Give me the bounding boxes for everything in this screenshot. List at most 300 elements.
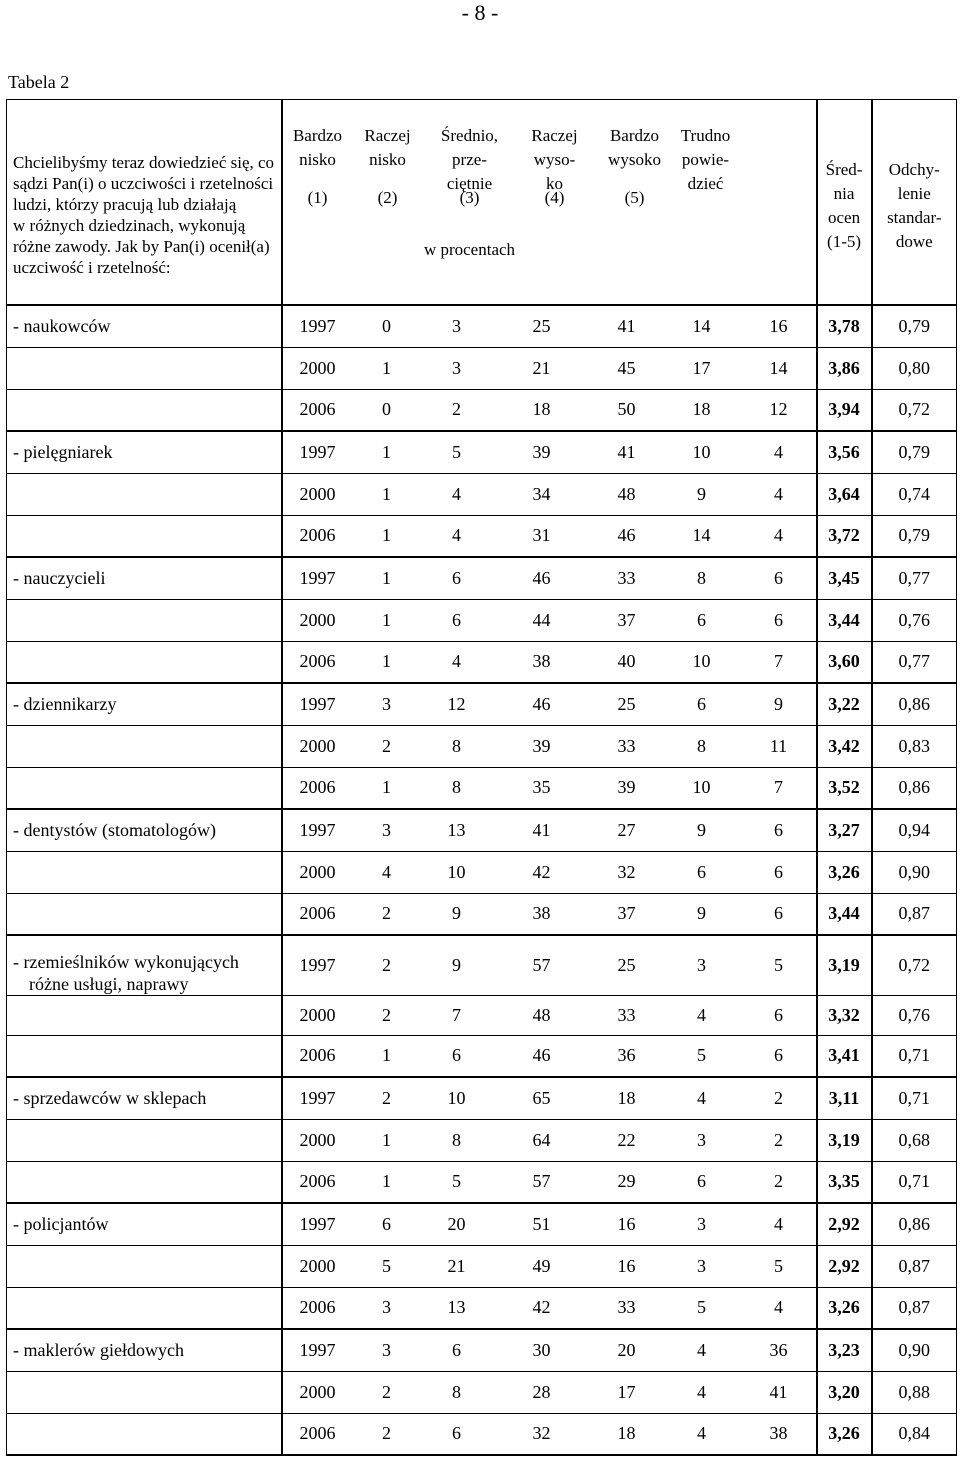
sd-header-line: lenie (897, 184, 931, 203)
percent-cell: 32 (592, 851, 662, 893)
table-row (7, 1203, 957, 1245)
sd-cell: 0,71 (872, 1161, 957, 1203)
mean-cell: 3,26 (817, 1287, 872, 1329)
percent-cell: 9 (422, 935, 492, 995)
answer-label-line: Bardzo (609, 126, 660, 145)
question-line: Chcielibyśmy teraz dowiedzieć się, co (13, 153, 275, 172)
mean-cell: 3,23 (817, 1329, 872, 1371)
table-row (7, 389, 957, 431)
category-label: - sprzedawców w sklepach (13, 1088, 207, 1109)
sd-cell: 0,87 (872, 1245, 957, 1287)
year-cell: 2000 (282, 995, 352, 1035)
percent-cell: 5 (662, 1035, 742, 1077)
category-label: - naukowców (13, 316, 111, 337)
answer-label-line: ko (546, 174, 563, 193)
percent-cell: 9 (662, 473, 742, 515)
percent-cell: 13 (422, 809, 492, 851)
mean-cell: 2,92 (817, 1203, 872, 1245)
question-cell (7, 100, 282, 306)
percent-cell: 7 (742, 767, 817, 809)
answer-label-line: dzieć (687, 174, 724, 193)
category-cell (7, 557, 282, 599)
year-cell: 2006 (282, 1413, 352, 1455)
percent-cell: 34 (492, 473, 592, 515)
percent-cell: 22 (592, 1119, 662, 1161)
percent-cell: 6 (742, 557, 817, 599)
category-cell (7, 767, 282, 809)
percent-cell: 3 (352, 1329, 422, 1371)
percent-cell: 21 (492, 347, 592, 389)
sd-cell: 0,72 (872, 935, 957, 995)
percent-cell: 64 (492, 1119, 592, 1161)
mean-cell: 3,78 (817, 305, 872, 347)
table-row (7, 1161, 957, 1203)
percent-cell: 16 (742, 305, 817, 347)
percent-cell: 2 (352, 725, 422, 767)
category-cell (7, 725, 282, 767)
percent-cell: 6 (422, 1329, 492, 1371)
percent-cell: 45 (592, 347, 662, 389)
percent-cell: 11 (742, 725, 817, 767)
category-cell (7, 515, 282, 557)
mean-cell: 3,42 (817, 725, 872, 767)
percent-cell: 25 (492, 305, 592, 347)
sd-cell: 0,86 (872, 767, 957, 809)
percent-cell: 4 (742, 1287, 817, 1329)
category-label: - maklerów giełdowych (13, 1340, 184, 1361)
sd-cell: 0,90 (872, 851, 957, 893)
year-cell: 2000 (282, 1119, 352, 1161)
percent-cell: 6 (422, 1035, 492, 1077)
answer-label-line: ciętnie (446, 174, 493, 193)
percent-cell: 25 (592, 935, 662, 995)
percent-cell: 2 (352, 1371, 422, 1413)
sd-cell: 0,94 (872, 809, 957, 851)
sd-header-line: standar- (887, 208, 942, 227)
percent-cell: 40 (592, 641, 662, 683)
table-row (7, 305, 957, 347)
percent-cell: 51 (492, 1203, 592, 1245)
percent-cell: 16 (592, 1245, 662, 1287)
percent-cell: 41 (592, 431, 662, 473)
table-row (7, 725, 957, 767)
category-label: różne usługi, naprawy (29, 973, 189, 994)
percent-cell: 1 (352, 641, 422, 683)
percent-cell: 1 (352, 599, 422, 641)
category-cell (7, 347, 282, 389)
percent-cell: 36 (592, 1035, 662, 1077)
category-cell (7, 851, 282, 893)
year-cell: 2000 (282, 851, 352, 893)
year-cell: 1997 (282, 1329, 352, 1371)
sd-header (872, 100, 957, 306)
year-cell: 2000 (282, 347, 352, 389)
sd-cell: 0,71 (872, 1035, 957, 1077)
percent-cell: 6 (742, 995, 817, 1035)
mean-header (817, 100, 872, 306)
answer-label-line: prze- (452, 150, 487, 169)
year-cell: 2000 (282, 473, 352, 515)
question-line: uczciwość i rzetelność: (13, 258, 171, 277)
answer-label-line: wysoko (608, 150, 661, 169)
percent-cell: 2 (352, 1413, 422, 1455)
answer-label-line: Raczej (364, 126, 411, 145)
percent-cell: 65 (492, 1077, 592, 1119)
table-row (7, 557, 957, 599)
percent-cell: 41 (492, 809, 592, 851)
table-row (7, 641, 957, 683)
year-cell: 1997 (282, 683, 352, 725)
percent-cell: 41 (592, 305, 662, 347)
category-label: - nauczycieli (13, 568, 106, 589)
answer-label-line: wyso- (533, 150, 576, 169)
sd-cell: 0,84 (872, 1413, 957, 1455)
category-cell (7, 1371, 282, 1413)
percent-cell: 3 (662, 1119, 742, 1161)
table-row (7, 1077, 957, 1119)
percent-cell: 39 (592, 767, 662, 809)
mean-header-line: ocen (827, 208, 861, 227)
percent-cell: 5 (742, 935, 817, 995)
percent-cell: 1 (352, 431, 422, 473)
percent-cell: 8 (422, 767, 492, 809)
percent-cell: 3 (352, 809, 422, 851)
percent-cell: 9 (422, 893, 492, 935)
table-row (7, 809, 957, 851)
answer-label-line: nisko (299, 150, 336, 169)
percent-cell: 33 (592, 1287, 662, 1329)
category-cell (7, 683, 282, 725)
year-cell: 1997 (282, 557, 352, 599)
year-cell: 2006 (282, 1161, 352, 1203)
year-cell: 2000 (282, 725, 352, 767)
table-row (7, 995, 957, 1035)
percent-cell: 2 (352, 935, 422, 995)
percent-cell: 10 (662, 431, 742, 473)
answer-label-line: Trudno (680, 126, 731, 145)
table-row (7, 683, 957, 725)
percent-cell: 6 (742, 599, 817, 641)
table-row (7, 599, 957, 641)
table-row (7, 431, 957, 473)
percent-cell: 6 (422, 1413, 492, 1455)
percent-cell: 4 (662, 1371, 742, 1413)
percent-cell: 8 (662, 725, 742, 767)
category-label: - dentystów (stomatologów) (13, 820, 216, 841)
percent-cell: 2 (422, 389, 492, 431)
percent-cell: 1 (352, 767, 422, 809)
mean-cell: 3,32 (817, 995, 872, 1035)
sd-header-line: Odchy- (888, 160, 940, 179)
year-cell: 1997 (282, 431, 352, 473)
category-cell (7, 1329, 282, 1371)
percent-cell: 18 (592, 1413, 662, 1455)
sd-cell: 0,77 (872, 641, 957, 683)
percent-cell: 38 (742, 1413, 817, 1455)
percent-cell: 57 (492, 935, 592, 995)
percent-cell: 35 (492, 767, 592, 809)
percent-cell: 29 (592, 1161, 662, 1203)
category-cell (7, 1413, 282, 1455)
percent-cell: 8 (422, 1119, 492, 1161)
percent-cell: 6 (742, 809, 817, 851)
percent-cell: 8 (662, 557, 742, 599)
year-cell: 2006 (282, 893, 352, 935)
sd-cell: 0,76 (872, 599, 957, 641)
category-cell (7, 1035, 282, 1077)
year-cell: 2006 (282, 1035, 352, 1077)
percent-cell: 37 (592, 599, 662, 641)
percent-cell: 1 (352, 1161, 422, 1203)
percent-cell: 10 (662, 767, 742, 809)
percent-cell: 1 (352, 347, 422, 389)
mean-cell: 3,20 (817, 1371, 872, 1413)
percent-cell: 31 (492, 515, 592, 557)
table-row (7, 347, 957, 389)
percent-cell: 4 (662, 1329, 742, 1371)
sd-cell: 0,86 (872, 1203, 957, 1245)
sd-cell: 0,79 (872, 515, 957, 557)
percent-cell: 1 (352, 1035, 422, 1077)
answer-label-line: powie- (681, 150, 730, 169)
percent-cell: 8 (422, 725, 492, 767)
table-row (7, 473, 957, 515)
category-label: - pielęgniarek (13, 442, 113, 463)
category-cell (7, 431, 282, 473)
answer-code: (4) (544, 188, 565, 207)
percent-cell: 2 (352, 893, 422, 935)
mean-cell: 3,19 (817, 935, 872, 995)
year-cell: 1997 (282, 809, 352, 851)
category-cell (7, 935, 282, 995)
table-row (7, 851, 957, 893)
sd-cell: 0,74 (872, 473, 957, 515)
table-row (7, 515, 957, 557)
year-cell: 2006 (282, 1287, 352, 1329)
sd-header-line: dowe (895, 232, 933, 251)
percent-cell: 1 (352, 473, 422, 515)
percent-cell: 27 (592, 809, 662, 851)
table-row (7, 1329, 957, 1371)
header-row (7, 100, 957, 306)
percent-cell: 9 (742, 683, 817, 725)
percent-cell: 4 (742, 515, 817, 557)
mean-cell: 3,27 (817, 809, 872, 851)
answer-column-header (343, 124, 433, 207)
year-cell: 2000 (282, 1245, 352, 1287)
percent-cell: 6 (352, 1203, 422, 1245)
percent-cell: 48 (492, 995, 592, 1035)
category-cell (7, 1161, 282, 1203)
percent-cell: 1 (352, 1119, 422, 1161)
percent-cell: 18 (662, 389, 742, 431)
mean-cell: 3,72 (817, 515, 872, 557)
table-row (7, 767, 957, 809)
percent-cell: 3 (662, 1203, 742, 1245)
answer-label-line: Średnio, (440, 126, 499, 145)
percent-cell: 10 (422, 1077, 492, 1119)
percent-cell: 42 (492, 1287, 592, 1329)
percent-cell: 14 (662, 515, 742, 557)
page-number: - 8 - (461, 0, 499, 25)
percent-cell: 20 (592, 1329, 662, 1371)
sd-cell: 0,90 (872, 1329, 957, 1371)
percent-cell: 6 (742, 851, 817, 893)
mean-cell: 3,52 (817, 767, 872, 809)
sd-cell: 0,83 (872, 725, 957, 767)
percent-cell: 38 (492, 641, 592, 683)
mean-cell: 3,86 (817, 347, 872, 389)
question-line: różne zawody. Jak by Pan(i) ocenił(a) (13, 237, 270, 256)
category-cell (7, 995, 282, 1035)
category-cell (7, 1287, 282, 1329)
percent-cell: 0 (352, 389, 422, 431)
percent-cell: 2 (742, 1119, 817, 1161)
percent-cell: 4 (422, 473, 492, 515)
percent-cell: 18 (492, 389, 592, 431)
percent-cell: 4 (742, 473, 817, 515)
category-cell (7, 641, 282, 683)
percent-cell: 9 (662, 809, 742, 851)
sd-cell: 0,72 (872, 389, 957, 431)
answer-label-line: nisko (369, 150, 406, 169)
category-cell (7, 1119, 282, 1161)
mean-cell: 3,45 (817, 557, 872, 599)
percent-cell: 46 (492, 1035, 592, 1077)
year-cell: 2006 (282, 515, 352, 557)
mean-cell: 3,44 (817, 599, 872, 641)
sd-cell: 0,80 (872, 347, 957, 389)
percent-cell: 44 (492, 599, 592, 641)
category-label: - dziennikarzy (13, 694, 117, 715)
answer-label-line: Bardzo (292, 126, 343, 145)
category-label: - rzemieślników wykonujących (13, 951, 239, 972)
percent-cell: 10 (662, 641, 742, 683)
sd-cell: 0,79 (872, 305, 957, 347)
percent-cell: 18 (592, 1077, 662, 1119)
category-cell (7, 473, 282, 515)
percent-cell: 5 (662, 1287, 742, 1329)
mean-cell: 3,11 (817, 1077, 872, 1119)
percent-cell: 33 (592, 557, 662, 599)
percent-cell: 20 (422, 1203, 492, 1245)
sd-cell: 0,88 (872, 1371, 957, 1413)
mean-cell: 3,19 (817, 1119, 872, 1161)
percent-cell: 5 (742, 1245, 817, 1287)
category-cell (7, 305, 282, 347)
answer-column-header (661, 124, 751, 196)
year-cell: 2006 (282, 641, 352, 683)
category-cell (7, 599, 282, 641)
answer-scale-header (282, 100, 817, 306)
answer-code: (3) (459, 188, 480, 207)
percent-cell: 4 (662, 995, 742, 1035)
percent-cell: 57 (492, 1161, 592, 1203)
percent-cell: 2 (742, 1077, 817, 1119)
survey-table (6, 99, 957, 1456)
table-row (7, 1371, 957, 1413)
year-cell: 2006 (282, 767, 352, 809)
in-percent-label: w procentach (423, 240, 516, 259)
answer-column-header (425, 124, 515, 207)
percent-cell: 2 (352, 1077, 422, 1119)
percent-cell: 5 (352, 1245, 422, 1287)
percent-cell: 13 (422, 1287, 492, 1329)
percent-cell: 49 (492, 1245, 592, 1287)
percent-cell: 5 (422, 431, 492, 473)
percent-cell: 1 (352, 515, 422, 557)
sd-cell: 0,87 (872, 893, 957, 935)
percent-cell: 33 (592, 995, 662, 1035)
percent-cell: 17 (662, 347, 742, 389)
mean-header-line: Śred- (825, 160, 863, 179)
percent-cell: 37 (592, 893, 662, 935)
table-row (7, 1035, 957, 1077)
percent-cell: 7 (742, 641, 817, 683)
sd-cell: 0,86 (872, 683, 957, 725)
percent-cell: 46 (592, 515, 662, 557)
percent-cell: 1 (352, 557, 422, 599)
percent-cell: 28 (492, 1371, 592, 1413)
percent-cell: 4 (422, 641, 492, 683)
percent-cell: 7 (422, 995, 492, 1035)
mean-cell: 3,64 (817, 473, 872, 515)
year-cell: 1997 (282, 1203, 352, 1245)
percent-cell: 6 (742, 1035, 817, 1077)
percent-cell: 3 (352, 683, 422, 725)
percent-cell: 6 (742, 893, 817, 935)
question-line: ludzi, którzy pracują lub działają (13, 195, 237, 214)
percent-cell: 36 (742, 1329, 817, 1371)
percent-cell: 4 (352, 851, 422, 893)
percent-cell: 4 (742, 431, 817, 473)
category-label: - policjantów (13, 1214, 109, 1235)
sd-cell: 0,79 (872, 431, 957, 473)
percent-cell: 12 (422, 683, 492, 725)
table-row (7, 1287, 957, 1329)
percent-cell: 5 (422, 1161, 492, 1203)
category-cell (7, 1203, 282, 1245)
year-cell: 1997 (282, 305, 352, 347)
sd-cell: 0,76 (872, 995, 957, 1035)
mean-header-line: (1-5) (827, 232, 862, 251)
mean-cell: 3,22 (817, 683, 872, 725)
percent-cell: 2 (352, 995, 422, 1035)
percent-cell: 6 (662, 599, 742, 641)
year-cell: 1997 (282, 1077, 352, 1119)
category-cell (7, 1077, 282, 1119)
percent-cell: 8 (422, 1371, 492, 1413)
question-line: sądzi Pan(i) o uczciwości i rzetelności (13, 174, 274, 193)
answer-code: (1) (307, 188, 328, 207)
table-row (7, 1245, 957, 1287)
answer-column-header (510, 124, 600, 207)
mean-cell: 3,26 (817, 1413, 872, 1455)
category-cell (7, 893, 282, 935)
year-cell: 1997 (282, 935, 352, 995)
percent-cell: 3 (662, 935, 742, 995)
table-row (7, 935, 957, 995)
mean-cell: 3,94 (817, 389, 872, 431)
percent-cell: 3 (662, 1245, 742, 1287)
year-cell: 2000 (282, 599, 352, 641)
percent-cell: 16 (592, 1203, 662, 1245)
answer-label-line: Raczej (531, 126, 578, 145)
percent-cell: 3 (352, 1287, 422, 1329)
percent-cell: 33 (592, 725, 662, 767)
percent-cell: 50 (592, 389, 662, 431)
percent-cell: 4 (662, 1077, 742, 1119)
